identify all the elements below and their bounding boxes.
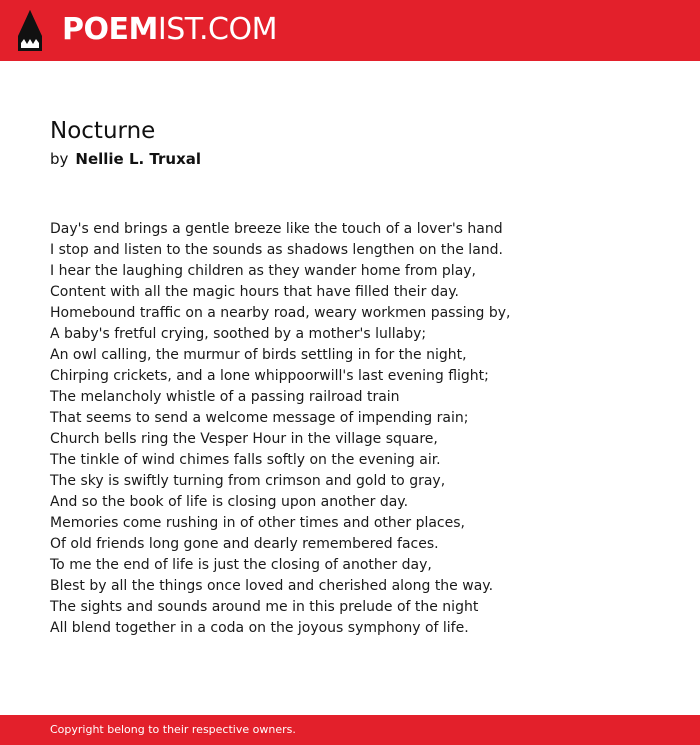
brand-light: IST.COM xyxy=(157,12,277,47)
poem-line: I stop and listen to the sounds as shadows lengthen on the land. xyxy=(50,242,503,258)
poem-line: I hear the laughing children as they wander home from play, xyxy=(50,263,477,279)
poem-title: Nocturne xyxy=(50,118,156,144)
poem-line: Content with all the magic hours that have filled their day. xyxy=(50,284,459,300)
site-footer xyxy=(0,715,700,745)
poem-body xyxy=(50,219,670,639)
poem-line: And so the book of life is closing upon another day. xyxy=(50,494,409,510)
brand-bold: POEM xyxy=(62,12,158,47)
poem-line: Of old friends long gone and dearly remembered faces. xyxy=(50,536,439,552)
poem-line: The sights and sounds around me in this prelude of the night xyxy=(50,599,479,615)
poem-line: All blend together in a coda on the joyous symphony of life. xyxy=(50,620,469,636)
site-logo-text[interactable] xyxy=(62,13,277,47)
pencil-tip-icon[interactable] xyxy=(18,10,42,51)
by-label: by xyxy=(50,150,69,168)
poem-line: Memories come rushing in of other times and other places, xyxy=(50,515,465,531)
poem-line: An owl calling, the murmur of birds settling in for the night, xyxy=(50,347,467,363)
poem-author[interactable]: Nellie L. Truxal xyxy=(75,150,202,168)
poem-line: The sky is swiftly turning from crimson and gold to gray, xyxy=(50,473,446,489)
poem-byline xyxy=(50,149,201,169)
poem-line: The tinkle of wind chimes falls softly on the evening air. xyxy=(50,452,441,468)
site-header xyxy=(0,0,700,61)
poem-line: A baby's fretful crying, soothed by a mother's lullaby; xyxy=(50,326,427,342)
poem-line: Church bells ring the Vesper Hour in the village square, xyxy=(50,431,438,447)
copyright-notice: Copyright belong to their respective owners. xyxy=(50,723,296,736)
poem-line: To me the end of life is just the closing of another day, xyxy=(50,557,432,573)
poem-line: Chirping crickets, and a lone whippoorwill's last evening flight; xyxy=(50,368,489,384)
poem-line: Day's end brings a gentle breeze like the touch of a lover's hand xyxy=(50,221,503,237)
poem-line: The melancholy whistle of a passing railroad train xyxy=(50,389,400,405)
poem-line: Homebound traffic on a nearby road, weary workmen passing by, xyxy=(50,305,511,321)
poem-line: That seems to send a welcome message of impending rain; xyxy=(50,410,469,426)
poem-line: Blest by all the things once loved and cherished along the way. xyxy=(50,578,494,594)
